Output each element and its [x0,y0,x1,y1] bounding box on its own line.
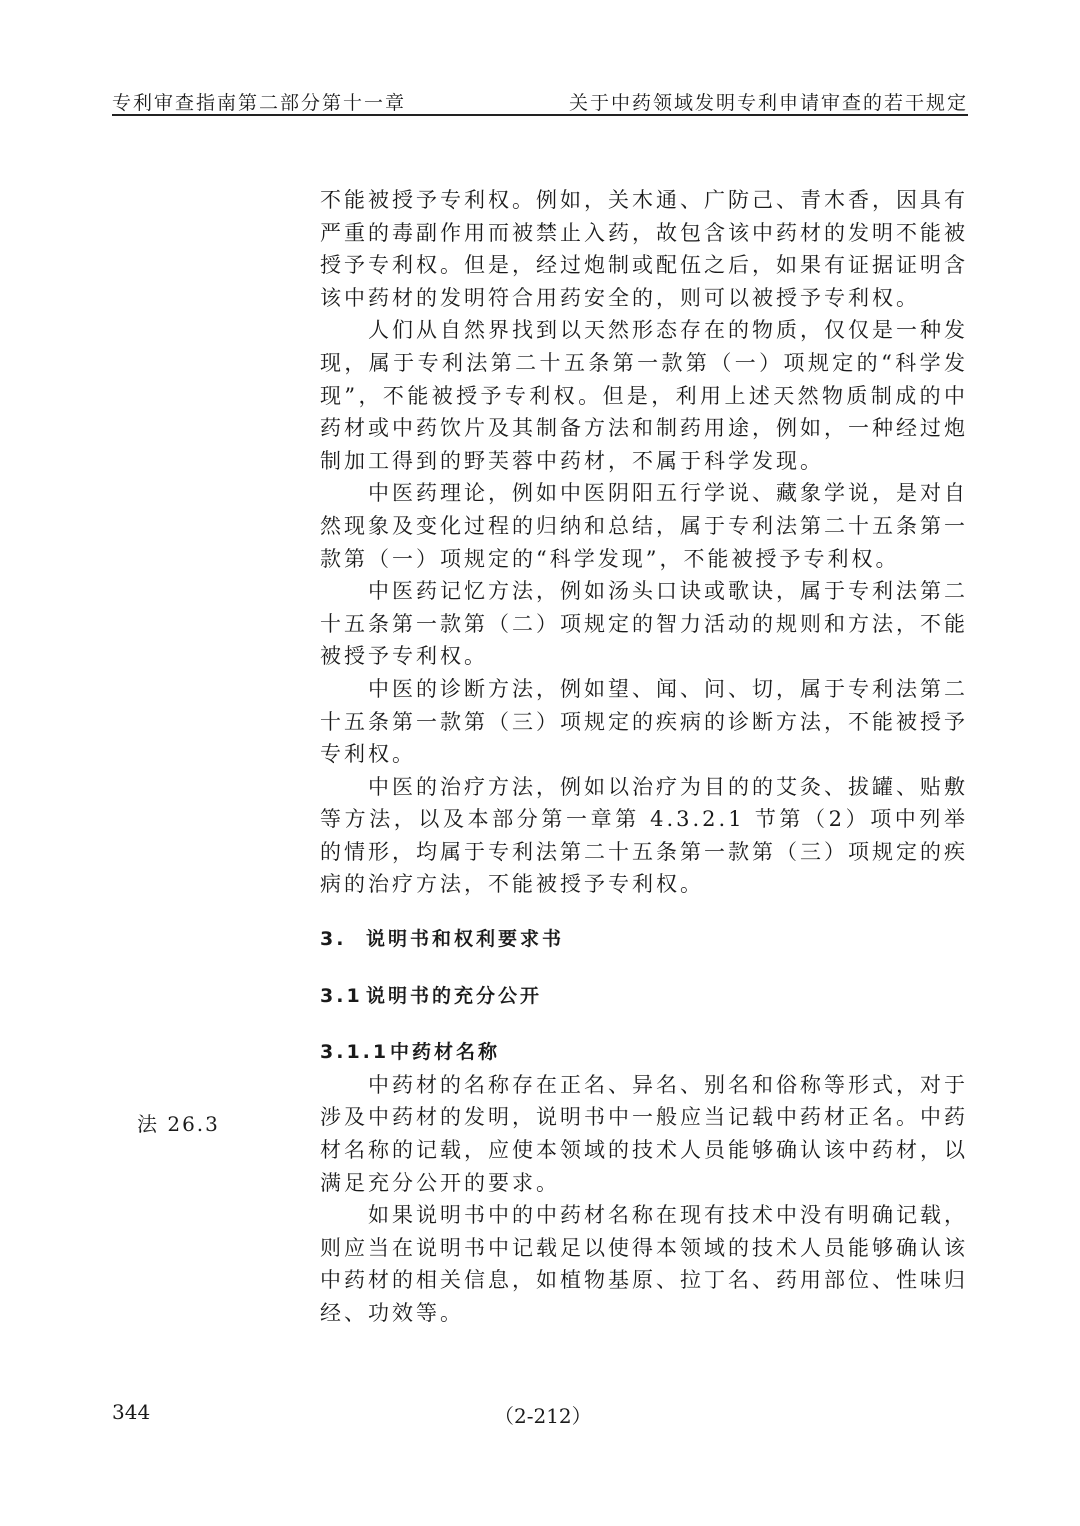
header-section-title: 关于中药领域发明专利申请审查的若干规定 [568,92,968,114]
header-rule [112,114,968,116]
subsubsection-heading [320,1036,968,1069]
paragraph: 如果说明书中的中药材名称在现有技术中没有明确记载，则应当在说明书中记载足以使得本领域的技术人员能够确认该中药材的相关信息，如植物基原、拉丁名、药用部位、性味归经、功效等。 [320,1203,968,1325]
paragraph: 中医药理论，例如中医阴阳五行学说、藏象学说，是对自然现象及变化过程的归纳和总结，属于专利法第二十五条第一款第（一）项规定的“科学发现”，不能被授予专利权。 [320,481,968,571]
subsection-title: 说明书的充分公开 [366,984,543,1007]
section-heading [320,923,968,956]
section-number: 3. [320,928,347,951]
header-chapter: 专利审查指南第二部分第十一章 [112,92,407,114]
paragraph: 中医的诊断方法，例如望、闻、问、切，属于专利法第二十五条第一款第（三）项规定的疾病的诊断方法，不能被授予专利权。 [320,676,968,767]
page-number: 344 [112,1400,151,1424]
paragraph: 中药材的名称存在正名、异名、别名和俗称等形式，对于涉及中药材的发明，说明书中一般应当记载中药材正名。中药材名称的记载，应使本领域的技术人员能够确认该中药材，以满足充分公开的要求。 [320,1072,968,1195]
section-page-number: （2-212） [494,1404,592,1428]
subsection-number: 3.1 [320,984,363,1007]
subsection-heading [320,980,968,1013]
paragraph: 中医药记忆方法，例如汤头口诀或歌诀，属于专利法第二十五条第一款第（二）项规定的智力活动的规则和方法，不能被授予专利权。 [320,579,968,669]
paragraph: 人们从自然界找到以天然形态存在的物质，仅仅是一种发现，属于专利法第二十五条第一款第（一）项规定的“科学发现”，不能被授予专利权。但是，利用上述天然物质制成的中药材或中药饮片及其制备方法和制药用途，例如，一种经过炮制加工得到的野芙蓉中药材，不属于科学发现。 [320,318,968,473]
running-header [112,88,968,114]
subsubsection-number: 3.1.1 [320,1041,390,1064]
margin-law-reference: 法 26.3 [137,1112,220,1136]
body-text [320,184,968,1330]
subsubsection-title: 中药材名称 [390,1041,501,1064]
paragraph: 中医的治疗方法，例如以治疗为目的的艾灸、拔罐、贴敷等方法，以及本部分第一章第 4.3.2.1 节第（2）项中列举的情形，均属于专利法第二十五条第一款第（三）项规定的疾病的治疗方法，不能被授予专利权。 [320,774,968,897]
paragraph: 不能被授予专利权。例如，关木通、广防己、青木香，因具有严重的毒副作用而被禁止入药，故包含该中药材的发明不能被授予专利权。但是，经过炮制或配伍之后，如果有证据证明含该中药材的发明符合用药安全的，则可以被授予专利权。 [320,188,968,310]
section-title: 说明书和权利要求书 [366,928,565,951]
